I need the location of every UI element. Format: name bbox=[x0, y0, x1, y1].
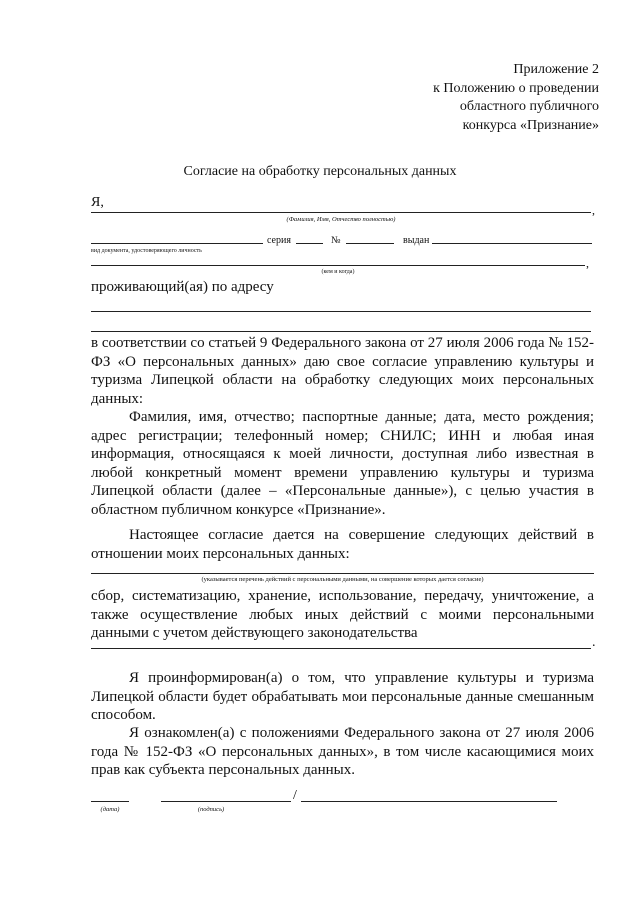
actions-end-period: . bbox=[592, 635, 596, 650]
signature-line[interactable] bbox=[161, 801, 291, 802]
annex-line-3: областного публичного bbox=[459, 99, 599, 114]
actions-extra-line[interactable] bbox=[91, 648, 591, 649]
doc-type-hint: вид документа, удостоверяющего личность bbox=[91, 248, 202, 254]
series-line[interactable] bbox=[296, 243, 323, 244]
issued-by-hint: (кем и когда) bbox=[321, 269, 355, 275]
signature-hint: (подпись) bbox=[197, 806, 225, 813]
issued-by-comma: , bbox=[586, 256, 589, 270]
actions-intro-paragraph: Настоящее согласие дается на совершение следующих действий в отношении моих персональных данных: bbox=[91, 527, 594, 562]
fio-hint: (Фамилия, Имя, Отчество полностью) bbox=[286, 216, 396, 223]
actions-hint: (указывается перечень действий с персональными данными, на совершение которых дается согласие) bbox=[201, 576, 484, 583]
issued-by-line[interactable] bbox=[91, 265, 585, 266]
number-line[interactable] bbox=[346, 243, 394, 244]
document-title: Согласие на обработку персональных данных bbox=[183, 164, 457, 179]
address-line-1[interactable] bbox=[91, 311, 591, 312]
fio-line[interactable] bbox=[91, 212, 591, 213]
series-label: серия bbox=[267, 235, 291, 246]
date-hint: (дата) bbox=[100, 806, 120, 813]
acknowledged-paragraph: Я ознакомлен(а) с положениями Федерального закона от 27 июля 2006 года № 152-ФЗ «О персональных данных», в том числе касающимися моих прав как субъекта персональных данных. bbox=[91, 725, 594, 779]
signature-slash: / bbox=[293, 788, 297, 803]
date-line[interactable] bbox=[91, 801, 129, 802]
fio-comma: , bbox=[592, 203, 595, 217]
annex-line-2: к Положению о проведении bbox=[433, 80, 599, 96]
annex-line-1: Приложение 2 bbox=[513, 62, 599, 77]
annex-line-4: конкурса «Признание» bbox=[462, 117, 599, 133]
issued-line[interactable] bbox=[432, 243, 592, 244]
consent-paragraph: в соответствии со статьей 9 Федерального закона от 27 июля 2006 года № 152-ФЗ «О персональных данных» даю свое согласие управлению культуры и туризма Липецкой области на обработку следующих моих персональных данных: bbox=[91, 335, 594, 407]
address-line-2[interactable] bbox=[91, 331, 591, 332]
actions-line[interactable] bbox=[91, 573, 594, 574]
number-label: № bbox=[331, 235, 341, 246]
residing-label: проживающий(ая) по адресу bbox=[91, 279, 274, 295]
data-list-paragraph: Фамилия, имя, отчество; паспортные данные; дата, место рождения; адрес регистрации; телефонный номер; СНИЛС; ИНН и любая иная информация, относящаяся к моей личности, доступная либо известная в любой конкретный момент времени управлению культуры и туризма Липецкой области (далее – «Персональные данные»), с целью участия в областном публичном конкурсе «Признание». bbox=[91, 409, 594, 518]
issued-label: выдан bbox=[403, 235, 430, 246]
name-decoding-line[interactable] bbox=[301, 801, 557, 802]
doc-type-line[interactable] bbox=[91, 243, 263, 244]
actions-paragraph: сбор, систематизацию, хранение, использование, передачу, уничтожение, а также осуществление любых иных действий с моими персональными данными с учетом действующего законодательства bbox=[91, 588, 594, 642]
ya-label: Я, bbox=[91, 195, 104, 210]
informed-paragraph: Я проинформирован(а) о том, что управление культуры и туризма Липецкой области будет обрабатывать мои персональные данные смешанным способом. bbox=[91, 670, 594, 724]
